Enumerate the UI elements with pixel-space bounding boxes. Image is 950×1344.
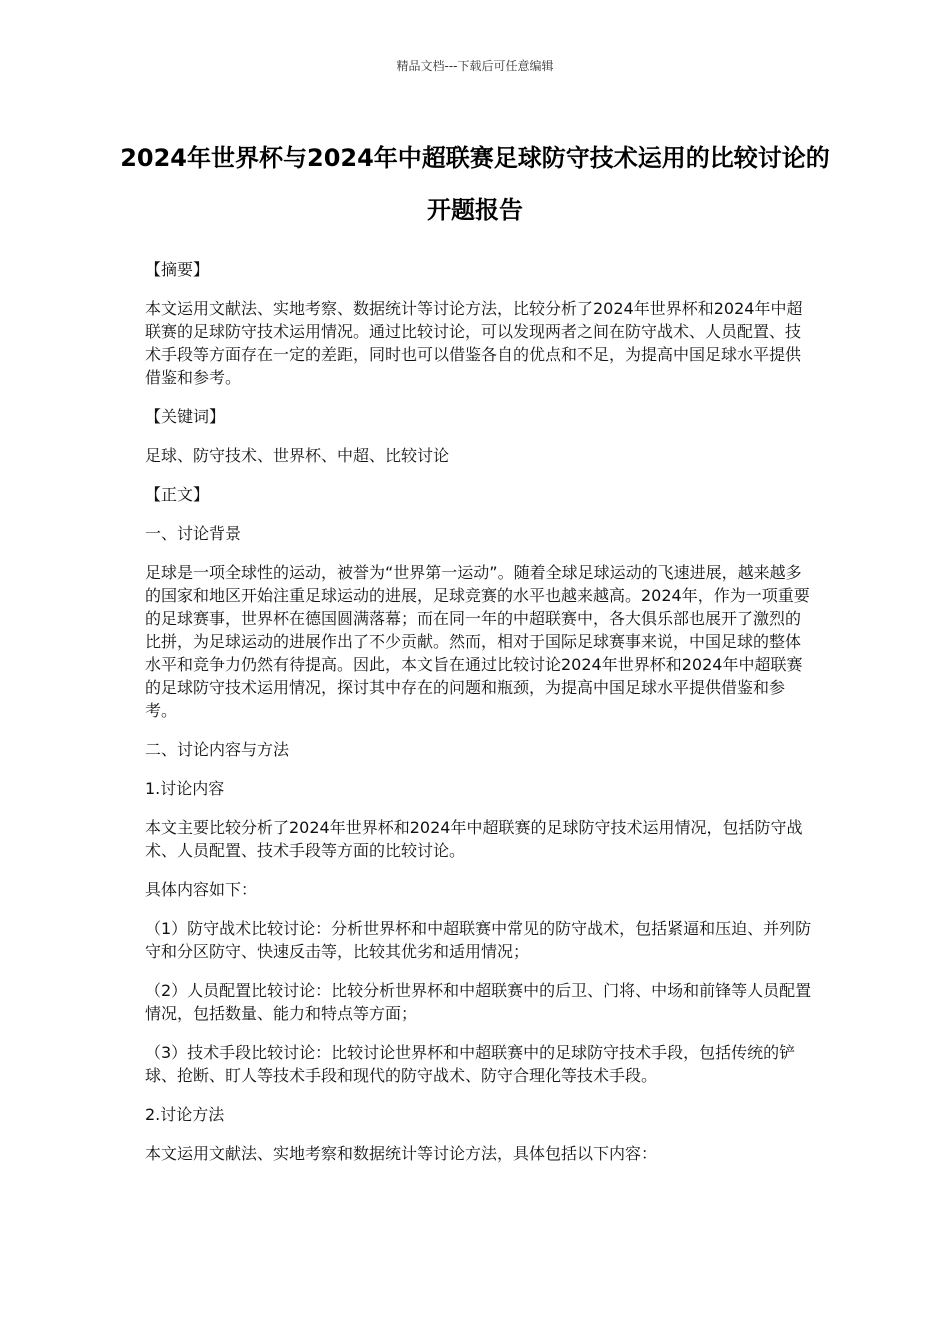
header-watermark: 精品文档---下载后可任意编辑	[396, 59, 554, 73]
keywords-heading: 【关键词】	[145, 407, 226, 426]
subsection-paragraph: 本文运用文献法、实地考察和数据统计等讨论方法，具体包括以下内容：	[145, 1144, 658, 1163]
body-heading: 【正文】	[145, 485, 210, 504]
subsection-heading: 2.讨论方法	[145, 1105, 225, 1124]
list-intro: 具体内容如下：	[145, 880, 258, 899]
subsection-heading: 1.讨论内容	[145, 779, 225, 798]
section-heading: 一、讨论背景	[145, 524, 242, 543]
abstract-text: 本文运用文献法、实地考察、数据统计等讨论方法，比较分析了2024年世界杯和2024年中超联赛的足球防守技术运用情况。通过比较讨论，可以发现两者之间在防守战术、人员配置、技术手段等方面存在一定的差距，同时也可以借鉴各自的优点和不足，为提高中国足球水平提供借鉴和参考。	[145, 299, 803, 387]
keywords-text: 足球、防守技术、世界杯、中超、比较讨论	[145, 446, 450, 465]
document-body	[145, 258, 815, 1181]
section-heading: 二、讨论内容与方法	[145, 740, 290, 759]
list-item: （1）防守战术比较讨论：分析世界杯和中超联赛中常见的防守战术，包括紧逼和压迫、并列防守和分区防守、快速反击等，比较其优劣和适用情况；	[145, 919, 812, 961]
document-title: 2024年世界杯与2024年中超联赛足球防守技术运用的比较讨论的开题报告	[120, 144, 830, 224]
section-paragraph: 足球是一项全球性的运动，被誉为“世界第一运动”。随着全球足球运动的飞速进展，越来越多的国家和地区开始注重足球运动的进展，足球竞赛的水平也越来越高。2024年，作为一项重要的足球赛事，世界杯在德国圆满落幕；而在同一年的中超联赛中，各大俱乐部也展开了激烈的比拼，为足球运动的进展作出了不少贡献。然而，相对于国际足球赛事来说，中国足球的整体水平和竞争力仍然有待提高。因此，本文旨在通过比较讨论2024年世界杯和2024年中超联赛的足球防守技术运用情况，探讨其中存在的问题和瓶颈，为提高中国足球水平提供借鉴和参考。	[145, 563, 810, 720]
subsection-paragraph: 本文主要比较分析了2024年世界杯和2024年中超联赛的足球防守技术运用情况，包括防守战术、人员配置、技术手段等方面的比较讨论。	[145, 818, 803, 860]
list-item: （3）技术手段比较讨论：比较讨论世界杯和中超联赛中的足球防守技术手段，包括传统的铲球、抢断、盯人等技术手段和现代的防守战术、防守合理化等技术手段。	[145, 1043, 796, 1085]
list-item: （2）人员配置比较讨论：比较分析世界杯和中超联赛中的后卫、门将、中场和前锋等人员配置情况，包括数量、能力和特点等方面；	[145, 981, 812, 1023]
abstract-heading: 【摘要】	[145, 260, 210, 279]
